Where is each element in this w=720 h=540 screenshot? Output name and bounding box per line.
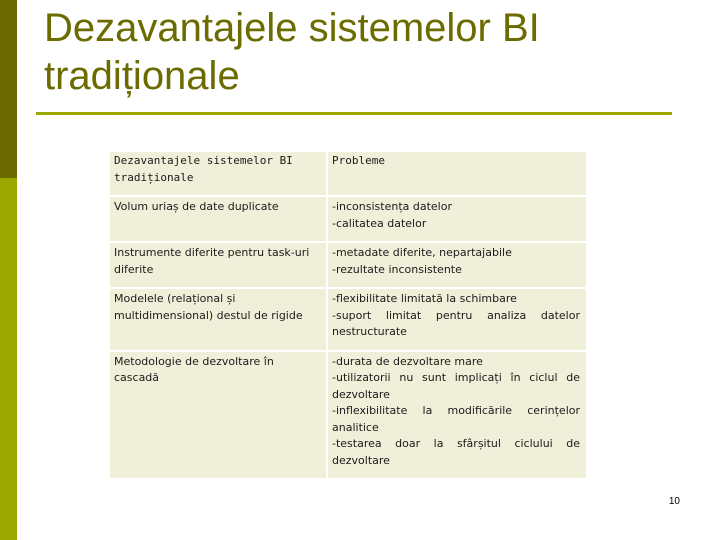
comparison-table-container xyxy=(108,150,586,480)
table-row xyxy=(109,242,587,288)
header-cell-problems: Probleme xyxy=(327,151,587,196)
problem-item: -calitatea datelor xyxy=(332,216,427,230)
problem-item: -inflexibilitate la modificările cerințelor analitice xyxy=(332,404,580,434)
table-cell-problems xyxy=(327,242,587,288)
table-cell-disadvantage: Modelele (relațional și multidimensional) destul de rigide xyxy=(109,288,327,351)
problem-item: -metadate diferite, nepartajabile xyxy=(332,246,512,259)
slide-title-line-2: tradiționale xyxy=(44,54,240,98)
problem-item: -flexibilitate limitată la schimbare xyxy=(332,292,517,305)
slide-title xyxy=(44,4,684,100)
problem-item: -utilizatorii nu sunt implicați în ciclul de dezvoltare xyxy=(332,371,580,401)
problem-item: -testarea doar la sfârșitul ciclului de dezvoltare xyxy=(332,437,580,467)
left-accent-bar-light xyxy=(0,178,17,540)
left-accent-bar-dark xyxy=(0,0,17,178)
table-cell-problems xyxy=(327,288,587,351)
slide-title-line-1: Dezavantajele sistemelor BI xyxy=(44,6,540,50)
problem-item: -inconsistența datelor xyxy=(332,200,452,213)
table-cell-disadvantage: Metodologie de dezvoltare în cascadă xyxy=(109,351,327,480)
problem-item: -rezultate inconsistente xyxy=(332,262,462,276)
header-cell-disadvantages: Dezavantajele sistemelor BI tradiționale xyxy=(109,151,327,196)
table-cell-problems xyxy=(327,351,587,480)
table-cell-problems xyxy=(327,196,587,242)
table-cell-disadvantage: Instrumente diferite pentru task-uri diferite xyxy=(109,242,327,288)
table-row xyxy=(109,288,587,351)
comparison-table xyxy=(108,150,588,480)
problem-item: -suport limitat pentru analiza datelor nestructurate xyxy=(332,308,580,338)
problem-item: -durata de dezvoltare mare xyxy=(332,354,483,368)
title-underline xyxy=(36,112,672,115)
table-cell-disadvantage: Volum uriaș de date duplicate xyxy=(109,196,327,242)
table-row xyxy=(109,351,587,480)
page-number: 10 xyxy=(668,496,680,507)
table-row xyxy=(109,196,587,242)
table-header-row xyxy=(109,151,587,196)
